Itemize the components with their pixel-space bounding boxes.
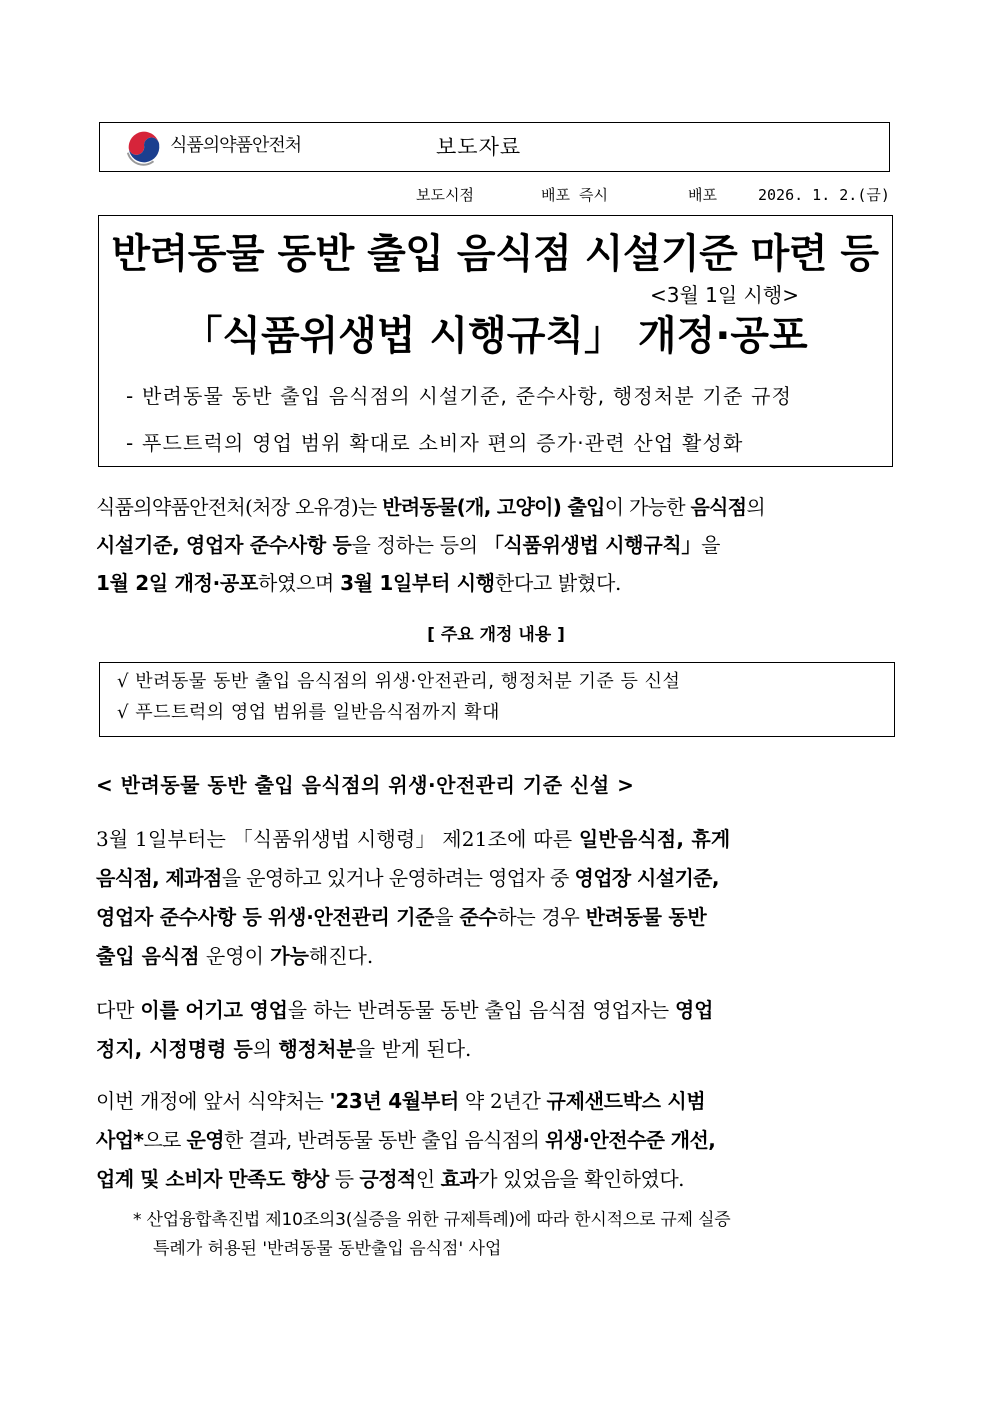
paragraph-line: 출입 음식점 운영이 가능해진다. [96,944,374,968]
key-changes-heading: [ 주요 개정 내용 ] [427,625,565,645]
government-taegeuk-logo [125,128,163,166]
org-name: 식품의약품안전처 [170,135,302,156]
section-paragraph-1 [96,820,896,976]
release-date-label: 배포 [688,186,717,204]
intro-paragraph [96,488,896,602]
release-date-value: 2026. 1. 2.(금) [758,186,890,204]
intro-line-2: 시설기준, 영업자 준수사항 등을 정하는 등의 「식품위생법 시행규칙」을 [96,533,721,557]
doc-type-label: 보도자료 [436,135,522,159]
main-title-line1: 반려동물 동반 출입 음식점 시설기준 마련 등 [111,231,879,277]
key-change-item: √ 반려동물 동반 출입 음식점의 위생·안전관리, 행정처분 기준 등 신설 [117,671,681,692]
paragraph-line: 음식점, 제과점을 운영하고 있거나 운영하려는 영업자 중 영업장 시설기준, [96,866,719,890]
section-paragraph-3 [96,1082,896,1199]
paragraph-line: 3월 1일부터는 「식품위생법 시행령」 제21조에 따른 일반음식점, 휴게 [96,827,731,851]
effective-date-note: <3월 1일 시행> [650,283,799,307]
subtitle-2: - 푸드트럭의 영업 범위 확대로 소비자 편의 증가·관련 산업 활성화 [126,431,744,455]
footnote [133,1206,898,1264]
footnote-line: * 산업융합촉진법 제10조의3(실증을 위한 규제특례)에 따라 한시적으로 규제 실증 [133,1210,731,1230]
release-time-label: 보도시점 [416,186,474,204]
intro-line-3: 1월 2일 개정·공포하였으며 3월 1일부터 시행한다고 밝혔다. [96,571,622,595]
paragraph-line: 업계 및 소비자 만족도 향상 등 긍정적인 효과가 있었음을 확인하였다. [96,1167,684,1191]
subtitle-1: - 반려동물 동반 출입 음식점의 시설기준, 준수사항, 행정처분 기준 규정 [126,384,793,408]
release-time-value: 배포 즉시 [541,186,608,204]
intro-line-1: 식품의약품안전처(처장 오유경)는 반려동물(개, 고양이) 출입이 가능한 음식점의 [96,495,766,519]
section-heading: < 반려동물 동반 출입 음식점의 위생·안전관리 기준 신설 > [96,773,635,797]
paragraph-line: 이번 개정에 앞서 식약처는 '23년 4월부터 약 2년간 규제샌드박스 시범 [96,1089,706,1113]
paragraph-line: 영업자 준수사항 등 위생·안전관리 기준을 준수하는 경우 반려동물 동반 [96,905,707,929]
paragraph-line: 다만 이를 어기고 영업을 하는 반려동물 동반 출입 음식점 영업자는 영업 [96,998,714,1022]
footnote-line: 특례가 허용된 '반려동물 동반출입 음식점' 사업 [153,1239,502,1259]
paragraph-line: 사업*으로 운영한 결과, 반려동물 동반 출입 음식점의 위생·안전수준 개선, [96,1128,716,1152]
section-paragraph-2 [96,991,896,1069]
key-change-item: √ 푸드트럭의 영업 범위를 일반음식점까지 확대 [117,702,500,723]
main-title-line2: 「식품위생법 시행규칙」 개정·공포 [182,313,808,359]
paragraph-line: 정지, 시정명령 등의 행정처분을 받게 된다. [96,1037,472,1061]
